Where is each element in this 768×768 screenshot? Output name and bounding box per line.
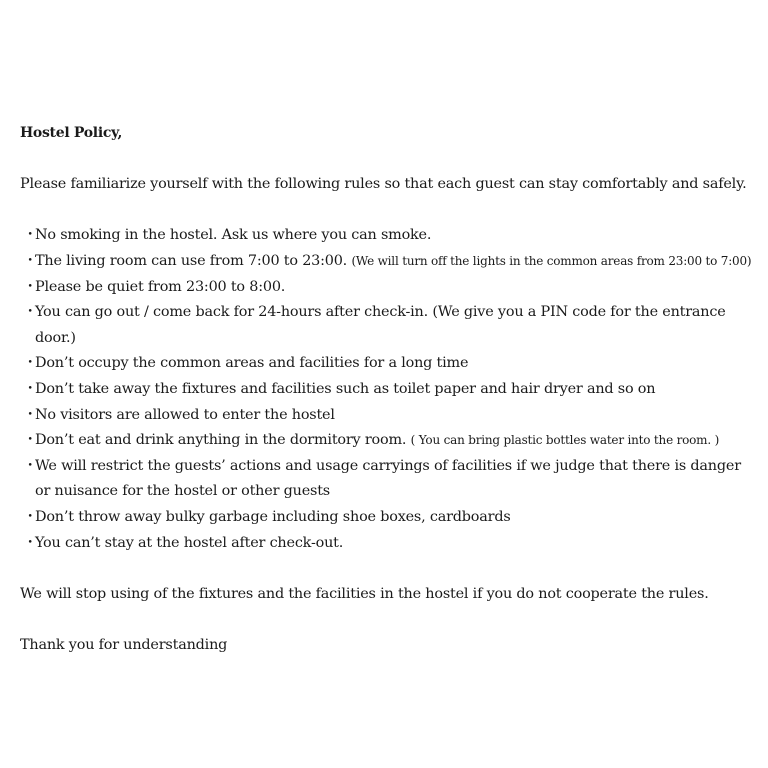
bullet-mark: ・ [23,278,38,295]
rule-item [20,300,760,351]
rule-item [20,428,760,454]
bullet-mark: ・ [23,534,38,551]
policy-title: Hostel Policy, [20,125,123,141]
rule-text: Don’t eat and drink anything in the dormitory room. [35,432,411,449]
intro-text: Please familiarize yourself with the following rules so that each guest can stay comfortably and safely. [20,176,747,193]
rule-item [20,531,760,557]
bullet-mark: ・ [23,355,38,372]
rule-item [20,403,760,429]
rule-note: (We will turn off the lights in the common areas from 23:00 to 7:00) [351,253,752,268]
bullet-mark: ・ [23,508,38,525]
rule-note: ( You can bring plastic bottles water into the room. ) [410,433,720,448]
rule-text: Don’t take away the fixtures and facilities such as toilet paper and hair dryer and so on [35,380,656,397]
rule-text: You can’t stay at the hostel after check-out. [35,534,344,551]
rule-text: No visitors are allowed to enter the hostel [35,406,335,423]
rule-item [20,454,760,505]
bullet-mark: ・ [23,252,38,269]
policy-document [20,121,760,658]
rule-text: Please be quiet from 23:00 to 8:00. [35,278,286,295]
rule-text: No smoking in the hostel. Ask us where you can smoke. [35,227,432,244]
rule-text: Don’t occupy the common areas and facilities for a long time [35,355,469,372]
thanks-text: Thank you for understanding [20,636,228,653]
bullet-mark: ・ [23,227,38,244]
rule-text: You can go out / come back for 24-hours after check-in. (We give you a PIN code for the entrance door.) [35,304,726,346]
rule-item [20,223,760,249]
bullet-mark: ・ [23,406,38,423]
rule-item [20,351,760,377]
closing-text: We will stop using of the fixtures and the facilities in the hostel if you do not cooperate the rules. [20,585,709,602]
rule-text: The living room can use from 7:00 to 23:00. [35,252,352,269]
rule-text: Don’t throw away bulky garbage including shoe boxes, cardboards [35,508,511,525]
bullet-mark: ・ [23,304,38,321]
bullet-mark: ・ [23,457,38,474]
rule-item [20,377,760,403]
rule-item [20,249,760,275]
rule-text: We will restrict the guests’ actions and usage carryings of facilities if we judge that there is danger or nuisance for the hostel or other guests [35,457,741,500]
bullet-mark: ・ [23,432,38,449]
bullet-mark: ・ [23,380,38,397]
rule-item [20,505,760,531]
rule-item [20,275,760,301]
rules-list [20,223,760,556]
